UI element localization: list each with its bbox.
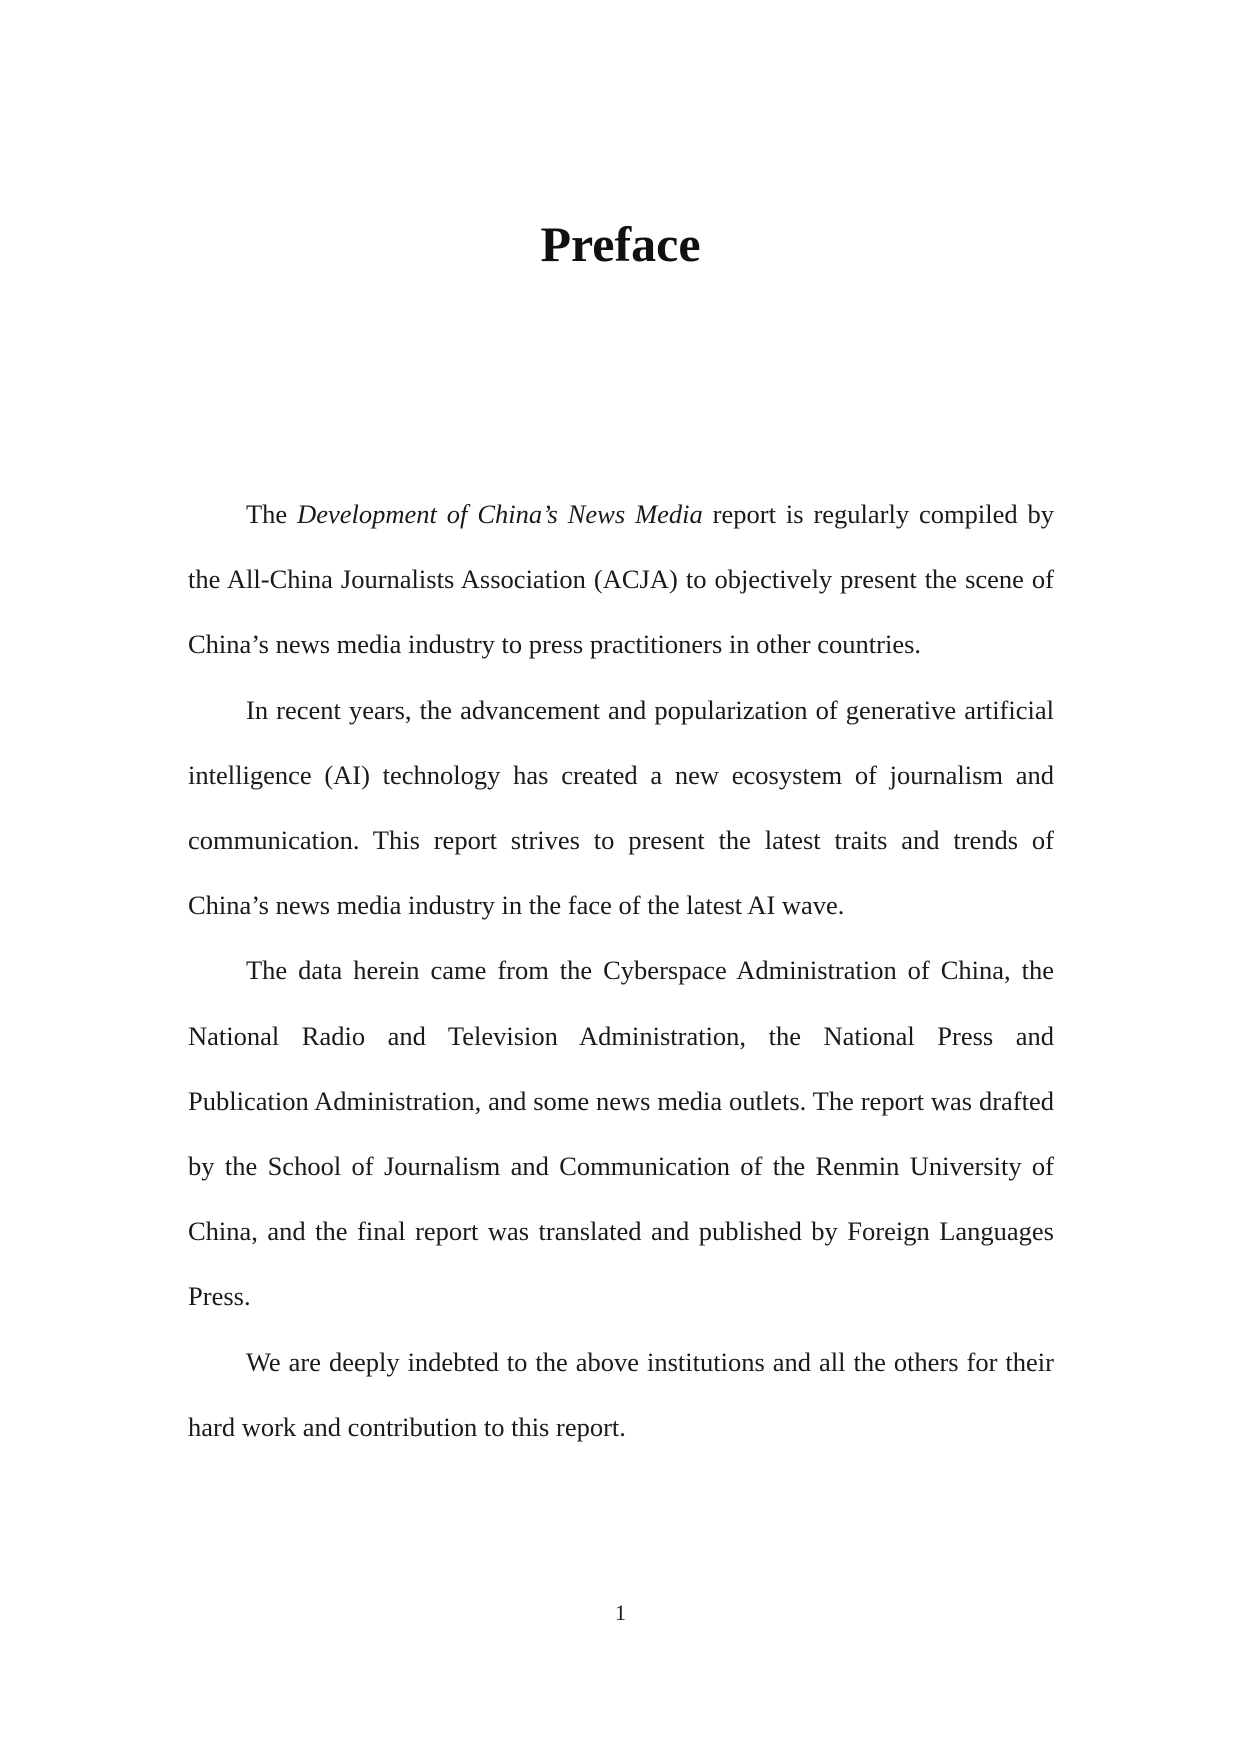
preface-body <box>188 482 1054 1460</box>
paragraph-intro-text: report is regularly compiled by the All-China Journalists Association (ACJA) to objectively present the scene of China’s news media industry to press practitioners in other countries. <box>188 499 1055 660</box>
report-title-italic: Development of China’s News Media <box>297 499 703 529</box>
page-title: Preface <box>540 216 701 272</box>
paragraph-data-sources: The data herein came from the Cyberspace Administration of China, the National Radio and Television Administration, the National Press and Publication Administration, and some news media outlets. The report was drafted by the School of Journalism and Communication of the Renmin University of China, and the final report was translated and published by Foreign Languages Press. <box>188 955 1054 1312</box>
paragraph-acknowledgement: We are deeply indebted to the above institutions and all the others for their hard work and contribution to this report. <box>188 1346 1054 1442</box>
paragraph-ai-context: In recent years, the advancement and popularization of generative artificial intelligence (AI) technology has created a new ecosystem of journalism and communication. This report strives to present the latest traits and trends of China’s news media industry in the face of the latest AI wave. <box>188 694 1054 921</box>
page-number: 1 <box>615 1600 626 1625</box>
paragraph-intro <box>188 482 1054 678</box>
paragraph-intro-prefix: The <box>246 499 298 529</box>
